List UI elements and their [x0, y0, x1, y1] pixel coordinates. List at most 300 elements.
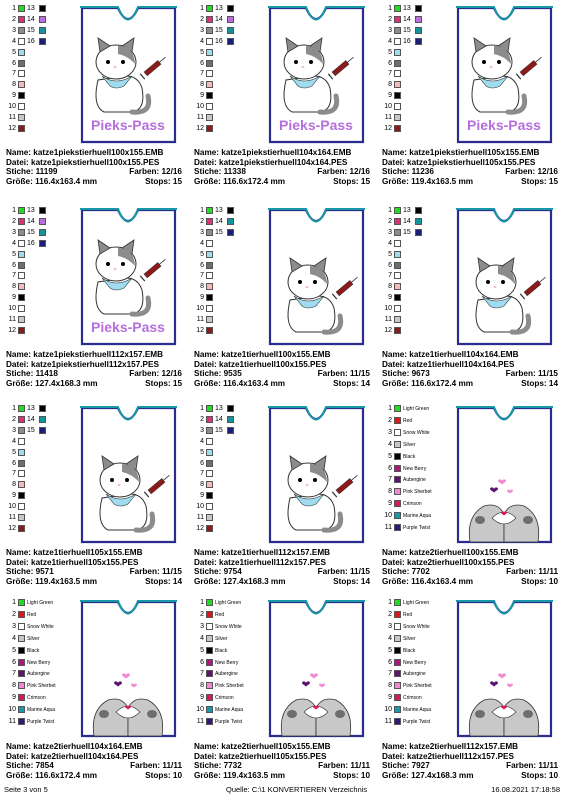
print-timestamp: 16.08.2021 17:18:58 [491, 785, 560, 794]
color-swatch [18, 81, 25, 88]
color-swatch [18, 60, 25, 67]
swatch-number: 10 [384, 305, 392, 313]
swatch-number: 4 [388, 239, 392, 247]
color-swatch [18, 218, 25, 225]
color-swatch [18, 460, 25, 467]
design-3-stitches-text: Stiche: 11236 [382, 167, 434, 177]
color-swatch [18, 229, 25, 236]
color-swatch [206, 125, 213, 132]
color-swatch [415, 27, 422, 34]
color-swatch [206, 470, 213, 477]
color-swatch [18, 647, 25, 654]
swatch-number: 1 [388, 599, 392, 606]
swatch-number: 10 [196, 706, 204, 714]
swatch-number: 9 [388, 294, 392, 302]
color-swatch [227, 5, 234, 12]
color-swatch [206, 514, 213, 521]
color-swatch [206, 272, 213, 279]
design-8-size-extra: Stops: 14 [333, 576, 370, 586]
swatch-number: 7 [388, 272, 392, 280]
color-swatch [206, 327, 213, 334]
swatch-number: 9 [200, 492, 204, 500]
swatch-number: 9 [12, 294, 16, 302]
design-8-file-line [194, 558, 370, 568]
color-swatch [394, 114, 401, 121]
color-swatch [394, 60, 401, 67]
swatch-number: 3 [388, 26, 392, 34]
color-swatch [18, 514, 25, 521]
swatch-number: 7 [388, 476, 392, 484]
color-swatch [206, 525, 213, 532]
design-6-size-line [382, 379, 558, 389]
swatch-number: 9 [12, 694, 16, 702]
swatch-number: 3 [12, 622, 16, 630]
swatch-number: 7 [12, 470, 16, 478]
color-swatch [18, 611, 25, 618]
swatch-number: 4 [388, 634, 392, 642]
color-swatch [206, 438, 213, 445]
color-swatch [206, 718, 213, 725]
thread-name: Pink Sherbet [215, 683, 244, 690]
swatch-number: 4 [200, 239, 204, 247]
swatch-number: 12 [8, 326, 16, 334]
design-11-info [194, 742, 370, 780]
design-8-stitches-extra: Farben: 11/15 [317, 567, 370, 577]
design-5-size-line [194, 379, 370, 389]
design-8-info [194, 548, 370, 586]
swatch-number: 2 [12, 217, 16, 225]
swatch-number: 6 [388, 658, 392, 666]
color-swatch [18, 438, 25, 445]
color-swatch [206, 706, 213, 713]
color-swatch [206, 283, 213, 290]
swatch-number: 8 [200, 682, 204, 690]
design-5-preview-svg [266, 208, 367, 348]
swatch-number: 1 [200, 5, 204, 12]
color-swatch [394, 103, 401, 110]
color-swatch [394, 70, 401, 77]
thread-name: Purple Twist [27, 719, 55, 725]
swatch-number: 13 [403, 207, 411, 214]
design-9-size-text: Größe: 116.4x163.4 mm [382, 576, 474, 586]
swatch-number: 1 [12, 5, 16, 12]
design-8-size-text: Größe: 127.4x168.3 mm [194, 576, 286, 586]
swatch-number: 10 [384, 103, 392, 111]
color-swatch [394, 694, 401, 701]
swatch-number: 12 [8, 124, 16, 132]
swatch-number: 8 [12, 81, 16, 89]
swatch-number: 2 [388, 610, 392, 618]
design-6-stitches-line [382, 369, 558, 379]
swatch-number: 7 [200, 272, 204, 280]
design-8-file-text: Datei: katze1tierhuell112x157.PES [194, 557, 326, 567]
color-swatch [39, 38, 46, 45]
thread-name: New Berry [215, 659, 239, 666]
design-7-file-line [6, 558, 182, 568]
design-11-size-extra: Stops: 10 [333, 770, 370, 780]
color-swatch [206, 659, 213, 666]
color-swatch [394, 38, 401, 45]
swatch-number: 12 [8, 524, 16, 532]
swatch-number: 5 [12, 250, 16, 258]
swatch-number: 12 [384, 124, 392, 132]
color-swatch [206, 405, 213, 412]
color-swatch [18, 481, 25, 488]
swatch-number: 15 [215, 228, 223, 236]
swatch-number: 8 [12, 481, 16, 489]
design-4-stitches-extra: Farben: 12/16 [129, 369, 182, 379]
color-swatch [206, 647, 213, 654]
design-7-preview-svg [78, 406, 179, 546]
design-12-stitches-line [382, 761, 558, 771]
color-swatch [206, 114, 213, 121]
color-swatch [18, 70, 25, 77]
color-swatch [394, 49, 401, 56]
design-12-preview-svg [454, 600, 555, 740]
swatch-number: 5 [200, 448, 204, 456]
design-8-size-line [194, 577, 370, 587]
design-2-size-line [194, 177, 370, 187]
swatch-number: 7 [12, 70, 16, 78]
thread-name: Snow White [215, 623, 242, 630]
design-10-name-line [6, 742, 182, 752]
swatch-number: 5 [12, 48, 16, 56]
color-swatch [206, 682, 213, 689]
design-9-stitches-line [382, 567, 558, 577]
swatch-number: 3 [200, 228, 204, 236]
design-4-size-extra: Stops: 15 [145, 378, 182, 388]
design-7-info [6, 548, 182, 586]
color-swatch [394, 670, 401, 677]
swatch-number: 8 [200, 81, 204, 89]
thread-name: Crimson [403, 695, 422, 702]
color-swatch [18, 659, 25, 666]
color-swatch [394, 5, 401, 12]
color-swatch [18, 27, 25, 34]
design-6-size-extra: Stops: 14 [521, 378, 558, 388]
design-9-preview [454, 406, 555, 546]
design-4-pieks-label: Pieks-Pass [91, 319, 165, 335]
swatch-number: 1 [388, 207, 392, 214]
swatch-number: 2 [200, 415, 204, 423]
color-swatch [394, 294, 401, 301]
design-11-stitches-line [194, 761, 370, 771]
swatch-number: 13 [27, 5, 35, 12]
color-swatch [206, 262, 213, 269]
color-swatch [18, 718, 25, 725]
design-5-name-line [194, 350, 370, 360]
design-5-stitches-line [194, 369, 370, 379]
color-swatch [18, 327, 25, 334]
design-5-size-extra: Stops: 14 [333, 378, 370, 388]
design-10-size-line [6, 771, 182, 781]
swatch-number: 1 [12, 405, 16, 412]
swatch-number: 10 [384, 512, 392, 520]
design-7-card [4, 404, 184, 600]
swatch-number: 3 [388, 428, 392, 436]
design-6-name-text: Name: katze1tierhuell104x164.EMB [382, 350, 519, 359]
thread-name: Marine Aqua [27, 707, 56, 714]
color-swatch [39, 229, 46, 236]
design-3-card [380, 4, 560, 200]
swatch-number: 11 [384, 524, 392, 531]
design-9-size-extra: Stops: 10 [521, 576, 558, 586]
design-1-size-text: Größe: 116.4x163.4 mm [6, 176, 98, 186]
color-swatch [394, 500, 401, 507]
color-swatch [18, 283, 25, 290]
color-swatch [415, 16, 422, 23]
color-swatch [415, 5, 422, 12]
color-swatch [18, 262, 25, 269]
swatch-number: 12 [384, 326, 392, 334]
color-swatch [394, 125, 401, 132]
swatch-number: 6 [200, 261, 204, 269]
thread-name: New Berry [403, 659, 427, 666]
design-5-preview [266, 208, 367, 348]
color-swatch [394, 682, 401, 689]
swatch-number: 13 [215, 405, 223, 412]
source-path: Quelle: C:\1 KONVERTIEREN Verzeichnis [226, 785, 368, 794]
page-number: Seite 3 von 5 [4, 785, 48, 794]
design-8-name-text: Name: katze1tierhuell112x157.EMB [194, 548, 331, 557]
swatch-number: 11 [196, 514, 204, 521]
design-7-stitches-extra: Farben: 11/15 [129, 567, 182, 577]
swatch-number: 2 [12, 415, 16, 423]
design-12-preview [454, 600, 555, 740]
design-3-file-text: Datei: katze1piekstierhuell105x155.PES [382, 157, 536, 167]
color-swatch [206, 492, 213, 499]
swatch-number: 8 [388, 488, 392, 496]
design-4-preview-svg [78, 208, 179, 348]
color-swatch [18, 251, 25, 258]
design-1-stitches-text: Stiche: 11199 [6, 167, 58, 177]
design-4-info [6, 350, 182, 388]
swatch-number: 3 [200, 26, 204, 34]
design-9-name-line [382, 548, 558, 558]
swatch-number: 11 [8, 316, 16, 323]
color-swatch [206, 305, 213, 312]
swatch-number: 15 [215, 426, 223, 434]
swatch-number: 10 [8, 706, 16, 714]
color-swatch [394, 524, 401, 531]
color-swatch [394, 16, 401, 23]
design-10-size-text: Größe: 116.6x172.4 mm [6, 770, 98, 780]
color-swatch [206, 5, 213, 12]
swatch-number: 7 [388, 670, 392, 678]
swatch-number: 7 [12, 272, 16, 280]
design-3-size-line [382, 177, 558, 187]
swatch-number: 10 [8, 503, 16, 511]
swatch-number: 9 [12, 92, 16, 100]
color-swatch [227, 427, 234, 434]
design-7-stitches-line [6, 567, 182, 577]
design-10-preview [78, 600, 179, 740]
swatch-number: 10 [384, 706, 392, 714]
swatch-number: 3 [12, 228, 16, 236]
swatch-number: 11 [384, 316, 392, 323]
thread-name: Black [403, 647, 416, 654]
swatch-number: 9 [200, 694, 204, 702]
design-10-stitches-text: Stiche: 7854 [6, 761, 54, 771]
color-swatch [394, 316, 401, 323]
swatch-number: 14 [27, 15, 35, 23]
design-6-preview [454, 208, 555, 348]
color-swatch [394, 327, 401, 334]
swatch-number: 1 [12, 599, 16, 606]
thread-name: Black [215, 647, 228, 654]
color-swatch [206, 481, 213, 488]
swatch-number: 14 [403, 15, 411, 23]
color-swatch [18, 670, 25, 677]
thread-name: Light Green [403, 600, 430, 606]
color-swatch [18, 449, 25, 456]
swatch-number: 4 [200, 634, 204, 642]
design-9-card [380, 404, 560, 600]
design-7-file-text: Datei: katze1tierhuell105x155.PES [6, 557, 139, 567]
color-swatch [18, 240, 25, 247]
color-swatch [394, 251, 401, 258]
design-8-stitches-text: Stiche: 9754 [194, 567, 242, 577]
color-swatch [18, 427, 25, 434]
swatch-number: 9 [388, 500, 392, 508]
color-swatch [394, 92, 401, 99]
color-swatch [18, 316, 25, 323]
swatch-number: 15 [27, 26, 35, 34]
color-swatch [18, 305, 25, 312]
design-8-preview-svg [266, 406, 367, 546]
color-swatch [415, 38, 422, 45]
design-6-stitches-text: Stiche: 9673 [382, 369, 430, 379]
color-swatch [227, 16, 234, 23]
swatch-number: 4 [12, 239, 16, 247]
color-swatch [206, 229, 213, 236]
swatch-number: 5 [200, 48, 204, 56]
design-12-size-line [382, 771, 558, 781]
color-swatch [18, 207, 25, 214]
swatch-number: 13 [215, 5, 223, 12]
color-swatch [394, 272, 401, 279]
swatch-number: 10 [196, 103, 204, 111]
design-10-file-line [6, 752, 182, 762]
design-4-stitches-text: Stiche: 11418 [6, 369, 58, 379]
color-swatch [18, 682, 25, 689]
swatch-number: 5 [12, 448, 16, 456]
design-2-file-line [194, 158, 370, 168]
design-9-preview-svg [454, 406, 555, 546]
swatch-number: 14 [215, 15, 223, 23]
color-swatch [18, 635, 25, 642]
swatch-number: 14 [27, 415, 35, 423]
thread-name: Black [403, 453, 416, 460]
swatch-number: 8 [200, 481, 204, 489]
design-12-size-text: Größe: 127.4x168.3 mm [382, 770, 474, 780]
color-swatch [18, 470, 25, 477]
swatch-number: 10 [8, 103, 16, 111]
swatch-number: 4 [12, 634, 16, 642]
color-swatch [227, 207, 234, 214]
thread-name: Red [27, 611, 37, 618]
swatch-number: 11 [196, 114, 204, 121]
swatch-number: 7 [200, 670, 204, 678]
swatch-number: 7 [200, 70, 204, 78]
design-3-stitches-line [382, 167, 558, 177]
swatch-number: 16 [27, 239, 35, 247]
swatch-number: 11 [8, 514, 16, 521]
swatch-number: 2 [200, 15, 204, 23]
swatch-number: 16 [215, 37, 223, 45]
design-3-stitches-extra: Farben: 12/16 [505, 167, 558, 177]
design-3-info [382, 148, 558, 186]
color-swatch [394, 476, 401, 483]
design-11-card [192, 598, 372, 794]
swatch-number: 6 [200, 658, 204, 666]
color-swatch [18, 525, 25, 532]
design-2-file-text: Datei: katze1piekstierhuell104x164.PES [194, 157, 348, 167]
swatch-number: 5 [200, 646, 204, 654]
color-swatch [394, 441, 401, 448]
design-8-card [192, 404, 372, 600]
color-swatch [206, 599, 213, 606]
swatch-number: 9 [12, 492, 16, 500]
color-swatch [394, 262, 401, 269]
design-3-size-text: Größe: 119.4x163.5 mm [382, 176, 474, 186]
design-1-name-line [6, 148, 182, 158]
design-1-preview-svg [78, 6, 179, 146]
swatch-number: 8 [12, 283, 16, 291]
swatch-number: 5 [388, 250, 392, 258]
color-swatch [206, 449, 213, 456]
design-4-stitches-line [6, 369, 182, 379]
swatch-number: 10 [196, 305, 204, 313]
color-swatch [39, 207, 46, 214]
thread-name: Light Green [403, 406, 430, 412]
swatch-number: 15 [403, 228, 411, 236]
color-swatch [18, 272, 25, 279]
swatch-number: 3 [12, 426, 16, 434]
design-9-file-line [382, 558, 558, 568]
design-10-stitches-line [6, 761, 182, 771]
swatch-number: 13 [27, 207, 35, 214]
color-swatch [18, 623, 25, 630]
swatch-number: 14 [215, 217, 223, 225]
thread-name: Light Green [27, 600, 54, 606]
swatch-number: 1 [388, 5, 392, 12]
design-11-name-line [194, 742, 370, 752]
thread-name: Purple Twist [215, 719, 243, 725]
design-6-info [382, 350, 558, 388]
color-swatch [18, 694, 25, 701]
swatch-number: 14 [27, 217, 35, 225]
color-swatch [18, 103, 25, 110]
design-4-card [4, 206, 184, 402]
color-swatch [206, 207, 213, 214]
design-3-preview [454, 6, 555, 146]
color-swatch [394, 417, 401, 424]
color-swatch [206, 251, 213, 258]
color-swatch [394, 512, 401, 519]
swatch-number: 2 [12, 15, 16, 23]
color-swatch [394, 647, 401, 654]
swatch-number: 1 [200, 599, 204, 606]
color-swatch [18, 416, 25, 423]
thread-name: New Berry [27, 659, 51, 666]
swatch-number: 15 [27, 228, 35, 236]
design-7-name-text: Name: katze1tierhuell105x155.EMB [6, 548, 143, 557]
color-swatch [18, 706, 25, 713]
thread-name: Silver [403, 635, 416, 642]
design-9-stitches-extra: Farben: 11/11 [506, 567, 558, 577]
color-swatch [206, 81, 213, 88]
